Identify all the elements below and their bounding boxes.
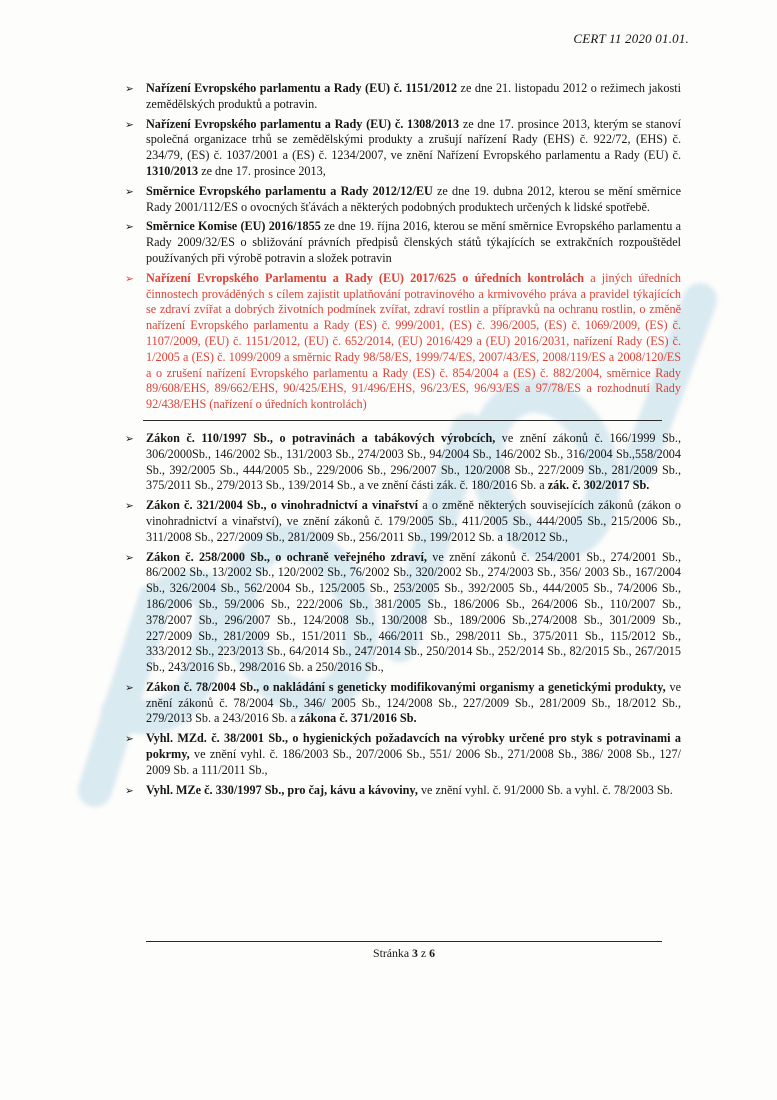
list-item	[124, 117, 681, 180]
list-item	[124, 271, 681, 413]
list-item-text: 1310/2013	[146, 163, 199, 178]
arrow-bullet-icon: ➢	[125, 185, 134, 198]
list-item-text: ve znění zákonů č. 166/1999 Sb., 306/2000Sb., 146/2002 Sb., 131/2003 Sb., 274/2003 Sb., 94/2004 Sb., 146/2002 Sb., 316/2004 Sb.,558/2004 Sb., 392/2005 Sb., 444/2005 Sb., 229/2006 Sb., 296/2007 Sb., 120/2008 Sb., 227/2009 Sb., 281/2009 Sb., 375/2011 Sb., 279/2013 Sb., 139/2014 Sb., a ve znění části zák. č. 180/2016 Sb. a	[146, 430, 681, 493]
list-item-text: Zákon č. 258/2000 Sb., o ochraně veřejného zdraví,	[146, 549, 427, 564]
list-item-text: ve znění zákonů č. 254/2001 Sb., 274/2001 Sb., 86/2002 Sb., 13/2002 Sb., 120/2002 Sb., 76/2002 Sb., 320/2002 Sb., 274/2003 Sb., 356/ 2003 Sb., 167/2004 Sb., 326/2004 Sb., 562/2004 Sb., 125/2005 Sb., 253/2005 Sb., 392/2005 Sb., 444/2005 Sb., 74/2006 Sb., 186/2006 Sb., 59/2006 Sb., 222/2006 Sb., 381/2005 Sb., 186/2006 Sb., 264/2006 Sb., 110/2007 Sb., 378/2007 Sb., 296/2007 Sb., 124/2008 Sb., 130/2008 Sb., 189/2006 Sb.,274/2008 Sb., 301/2009 Sb., 227/2009 Sb., 281/2009 Sb., 151/2011 Sb., 466/2011 Sb., 298/2011 Sb., 375/2011 Sb., 115/2012 Sb., 333/2012 Sb., 223/2013 Sb., 64/2014 Sb., 247/2014 Sb., 250/2014 Sb., 252/2014 Sb., 82/2015 Sb., 267/2015 Sb., 243/2016 Sb., 298/2016 Sb. a 250/2016 Sb.,	[146, 549, 681, 675]
arrow-bullet-icon: ➢	[125, 681, 134, 694]
list-item-text: Nařízení Evropského Parlamentu a Rady (EU) 2017/625 o úředních kontrolách	[146, 270, 585, 285]
arrow-bullet-icon: ➢	[125, 784, 134, 797]
page-number-text: Stránka	[373, 946, 413, 960]
horizontal-divider	[143, 420, 662, 421]
list-item-text: zákona č. 371/2016 Sb.	[299, 711, 417, 726]
list-item	[124, 219, 681, 266]
list-item-text: ve znění vyhl. č. 91/2000 Sb. a vyhl. č. 78/2003 Sb.	[417, 782, 673, 797]
list-item-text: Směrnice Komise (EU) 2016/1855	[146, 219, 321, 234]
page-number-text: 6	[429, 946, 435, 960]
list-item-text: Zákon č. 78/2004 Sb., o nakládání s geneticky modifikovanými organismy a genetickými produkty,	[146, 679, 666, 694]
list-item-text: Směrnice Evropského parlamentu a Rady 2012/12/EU	[146, 183, 433, 198]
list-item-text: ze dne 19. dubna 2012, kterou se mění směrnice Rady 2001/112/ES o ovocných šťávách a některých podobných produktech určených k lidské spotřebě.	[146, 183, 681, 214]
list-item-text: ze dne 19. října 2016, kterou se mění směrnice Evropského parlamentu a Rady 2009/32/ES o sbližování právních předpisů členských států týkajících se extrakčních rozpouštědel používaných při výrobě potravin a složek potravin	[146, 219, 681, 265]
list-item-text: ve znění zákonů č. 78/2004 Sb., 346/ 2005 Sb., 124/2008 Sb., 227/2009 Sb., 281/2009 Sb., 18/2012 Sb., 279/2013 Sb. a 243/2016 Sb. a	[146, 679, 681, 726]
list-item	[124, 783, 681, 799]
list-item-text: Nařízení Evropského parlamentu a Rady (EU) č. 1308/2013	[146, 116, 460, 131]
page-number-text: z	[417, 946, 430, 960]
list-item-text: Zákon č. 110/1997 Sb., o potravinách a tabákových výrobcích,	[146, 430, 496, 445]
page-number-text: 3	[412, 946, 418, 960]
list-item	[124, 81, 681, 113]
list-item	[124, 184, 681, 216]
list-item	[124, 431, 681, 494]
arrow-bullet-icon: ➢	[125, 83, 134, 95]
list-item-text: ze dne 17. prosince 2013,	[198, 163, 326, 178]
page-number-footer	[146, 941, 662, 961]
list-item-text: ze dne 21. listopadu 2012 o režimech jakosti zemědělských produktů a potravin.	[146, 81, 681, 111]
list-item-text: Vyhl. MZe č. 330/1997 Sb., pro čaj, kávu a kávoviny,	[146, 782, 418, 797]
arrow-bullet-icon: ➢	[125, 500, 134, 513]
arrow-bullet-icon: ➢	[125, 221, 134, 234]
arrow-bullet-icon: ➢	[125, 272, 134, 285]
arrow-bullet-icon: ➢	[125, 432, 134, 445]
list-item-text: Zákon č. 321/2004 Sb., o vinohradnictví a vinařství	[146, 498, 419, 513]
list-item-text: Nařízení Evropského parlamentu a Rady (EU) č. 1151/2012	[146, 81, 458, 95]
arrow-bullet-icon: ➢	[125, 118, 134, 131]
list-item	[124, 550, 681, 676]
list-item	[124, 498, 681, 545]
arrow-bullet-icon: ➢	[125, 733, 134, 746]
document-reference-header: CERT 11 2020 01.01.	[573, 31, 689, 46]
regulation-list	[124, 81, 681, 802]
list-item-text: ze dne 17. prosince 2013, kterým se stanoví společná organizace trhů se zemědělskými produkty a zrušují nařízení Rady (EHS) č. 922/72, (EHS) č. 234/79, (ES) č. 1037/2001 a (ES) č. 1234/2007, ve znění Nařízení Evropského parlamentu a Rady (EU) č.	[146, 116, 681, 163]
list-item	[124, 680, 681, 727]
arrow-bullet-icon: ➢	[125, 551, 134, 564]
list-item-text: zák. č. 302/2017 Sb.	[547, 478, 650, 493]
list-item-text: a jiných úředních činnostech prováděných s cílem zajistit uplatňování potravinového a krmivového práva a pravidel týkajících se zdraví zvířat a dobrých životních podmínek zvířat, zdraví rostlin a přípravků na ochranu rostlin, o změně nařízení Evropského parlamentu a Rady (ES) č. 999/2001, (ES) č. 396/2005, (ES) č. 1069/2009, (ES) č. 1107/2009, (EU) č. 1151/2012, (EU) č. 652/2014, (EU) 2016/429 a (EU) 2016/2031, nařízení Rady (ES) č. 1/2005 a (ES) č. 1099/2009 a směrnic Rady 98/58/ES, 1999/74/ES, 2007/43/ES, 2008/119/ES a 2008/120/ES a o zrušení nařízení Evropského parlamentu a Rady (ES) č. 854/2004 a (ES) č. 882/2004, směrnice Rady 89/608/EHS, 89/662/EHS, 90/425/EHS, 91/496/EHS, 96/23/ES, 96/93/ES a 97/78/ES a rozhodnutí Rady 92/438/EHS (nařízení o úředních kontrolách)	[146, 270, 681, 412]
list-item-text: a o změně některých souvisejících zákonů (zákon o vinohradnictví a vinařství), ve znění zákonů č. 179/2005 Sb., 411/2005 Sb., 444/2005 Sb., 215/2006 Sb., 311/2008 Sb., 227/2009 Sb., 281/2009 Sb., 256/2011 Sb., 199/2012 Sb. a 18/2012 Sb.,	[146, 498, 681, 544]
list-item-text: Vyhl. MZd. č. 38/2001 Sb., o hygienických požadavcích na výrobky určené pro styk s potravinami a pokrmy,	[146, 731, 681, 762]
list-item-text: ve znění vyhl. č. 186/2003 Sb., 207/2006 Sb., 551/ 2006 Sb., 271/2008 Sb., 386/ 2008 Sb., 127/ 2009 Sb. a 111/2011 Sb.,	[146, 747, 681, 777]
list-item	[124, 731, 681, 778]
